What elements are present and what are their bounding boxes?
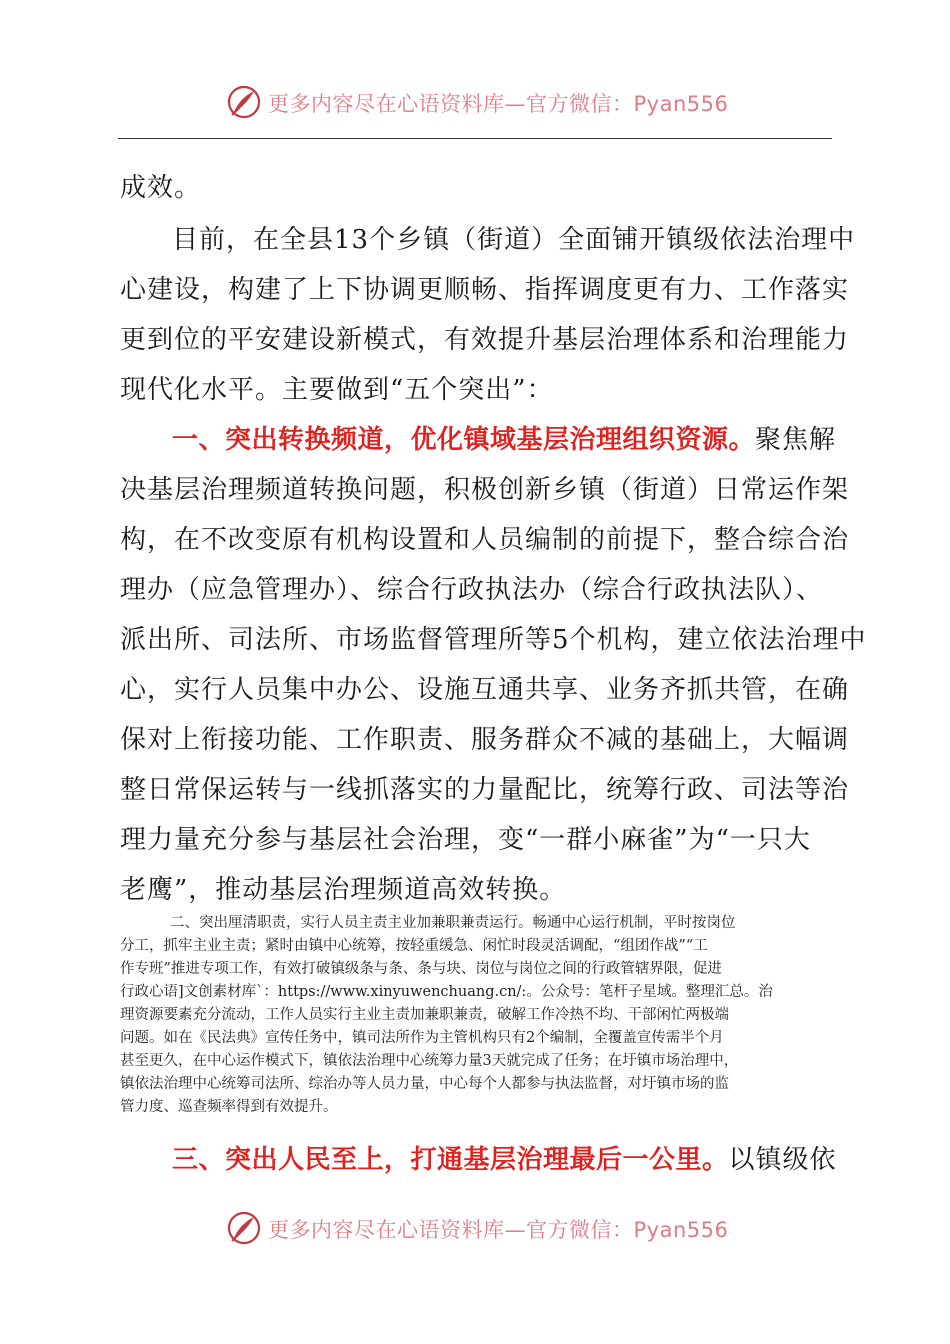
body-line: 成效。: [120, 173, 202, 203]
body-line: 决基层治理频道转换问题，积极创新乡镇（街道）日常运作架: [120, 475, 850, 505]
body-line: 派出所、司法所、市场监督管理所等5个机构，建立依法治理中: [120, 625, 867, 655]
banner-text: 更多内容尽在心语资料库—官方微信：Pyan556: [268, 92, 729, 116]
small-line: 管力度、巡查频率得到有效提升。: [120, 1099, 338, 1115]
quill-pen-logo-icon: [226, 1210, 262, 1246]
body-line: 理力量充分参与基层社会治理，变“一群小麻雀”为“一只大: [120, 825, 811, 855]
heading-3-title: 三、突出人民至上，打通基层治理最后一公里。: [172, 1145, 729, 1175]
body-line: 目前，在全县13个乡镇（街道）全面铺开镇级依法治理中: [172, 225, 856, 255]
small-line: 作专班”推进专项工作，有效打破镇级条与条、条与块、岗位与岗位之间的行政管辖界限，促进: [120, 961, 722, 977]
small-line: 理资源要素充分流动，工作人员实行主业主责加兼职兼责，破解工作冷热不均、干部闲忙两极端: [120, 1007, 729, 1023]
body-line: 构，在不改变原有机构设置和人员编制的前提下，整合综合治: [120, 525, 850, 555]
section-heading-1: [172, 422, 836, 458]
body-line: 保对上衔接功能、工作职责、服务群众不减的基础上，大幅调: [120, 725, 850, 755]
small-line: 镇依法治理中心统筹司法所、综治办等人员力量，中心每个人都参与执法监督，对圩镇市场的监: [120, 1076, 729, 1092]
body-line: 老鹰”，推动基层治理频道高效转换。: [120, 875, 567, 905]
heading-3-continuation: 以镇级依: [728, 1145, 837, 1175]
small-line: 行政心语]文创素材库`：https://www.xinyuwenchuang.cn/:。公众号：笔杆子星域。整理汇总。治: [120, 984, 773, 1000]
body-line: 心建设，构建了上下协调更顺畅、指挥调度更有力、工作落实: [120, 275, 850, 305]
heading-1-continuation: 聚焦解: [755, 425, 837, 455]
body-line: 整日常保运转与一线抓落实的力量配比，统筹行政、司法等治: [120, 775, 850, 805]
body-line: 现代化水平。主要做到“五个突出”：: [120, 375, 554, 405]
footer-banner: [0, 1208, 950, 1248]
heading-1-title: 一、突出转换频道，优化镇域基层治理组织资源。: [172, 425, 756, 455]
section-heading-3: [172, 1142, 837, 1178]
header-banner: [0, 82, 950, 122]
body-line: 更到位的平安建设新模式，有效提升基层治理体系和治理能力: [120, 325, 850, 355]
small-line: 甚至更久，在中心运作模式下，镇依法治理中心统筹力量3天就完成了任务；在圩镇市场治理中，: [120, 1053, 739, 1069]
header-divider: [118, 138, 832, 139]
banner-text: 更多内容尽在心语资料库—官方微信：Pyan556: [268, 1218, 729, 1242]
small-line: 二、突出厘清职责，实行人员主责主业加兼职兼责运行。畅通中心运行机制，平时按岗位: [170, 915, 736, 931]
quill-pen-logo-icon: [226, 84, 262, 120]
body-line: 心，实行人员集中办公、设施互通共享、业务齐抓共管，在确: [120, 675, 850, 705]
small-line: 问题。如在《民法典》宣传任务中，镇司法所作为主管机构只有2个编制，全覆盖宣传需半个月: [120, 1030, 724, 1046]
small-line: 分工，抓牢主业主责；紧时由镇中心统筹，按轻重缓急、闲忙时段灵活调配，“组团作战”“工: [120, 938, 708, 954]
body-line: 理办（应急管理办）、综合行政执法办（综合行政执法队）、: [120, 575, 824, 605]
